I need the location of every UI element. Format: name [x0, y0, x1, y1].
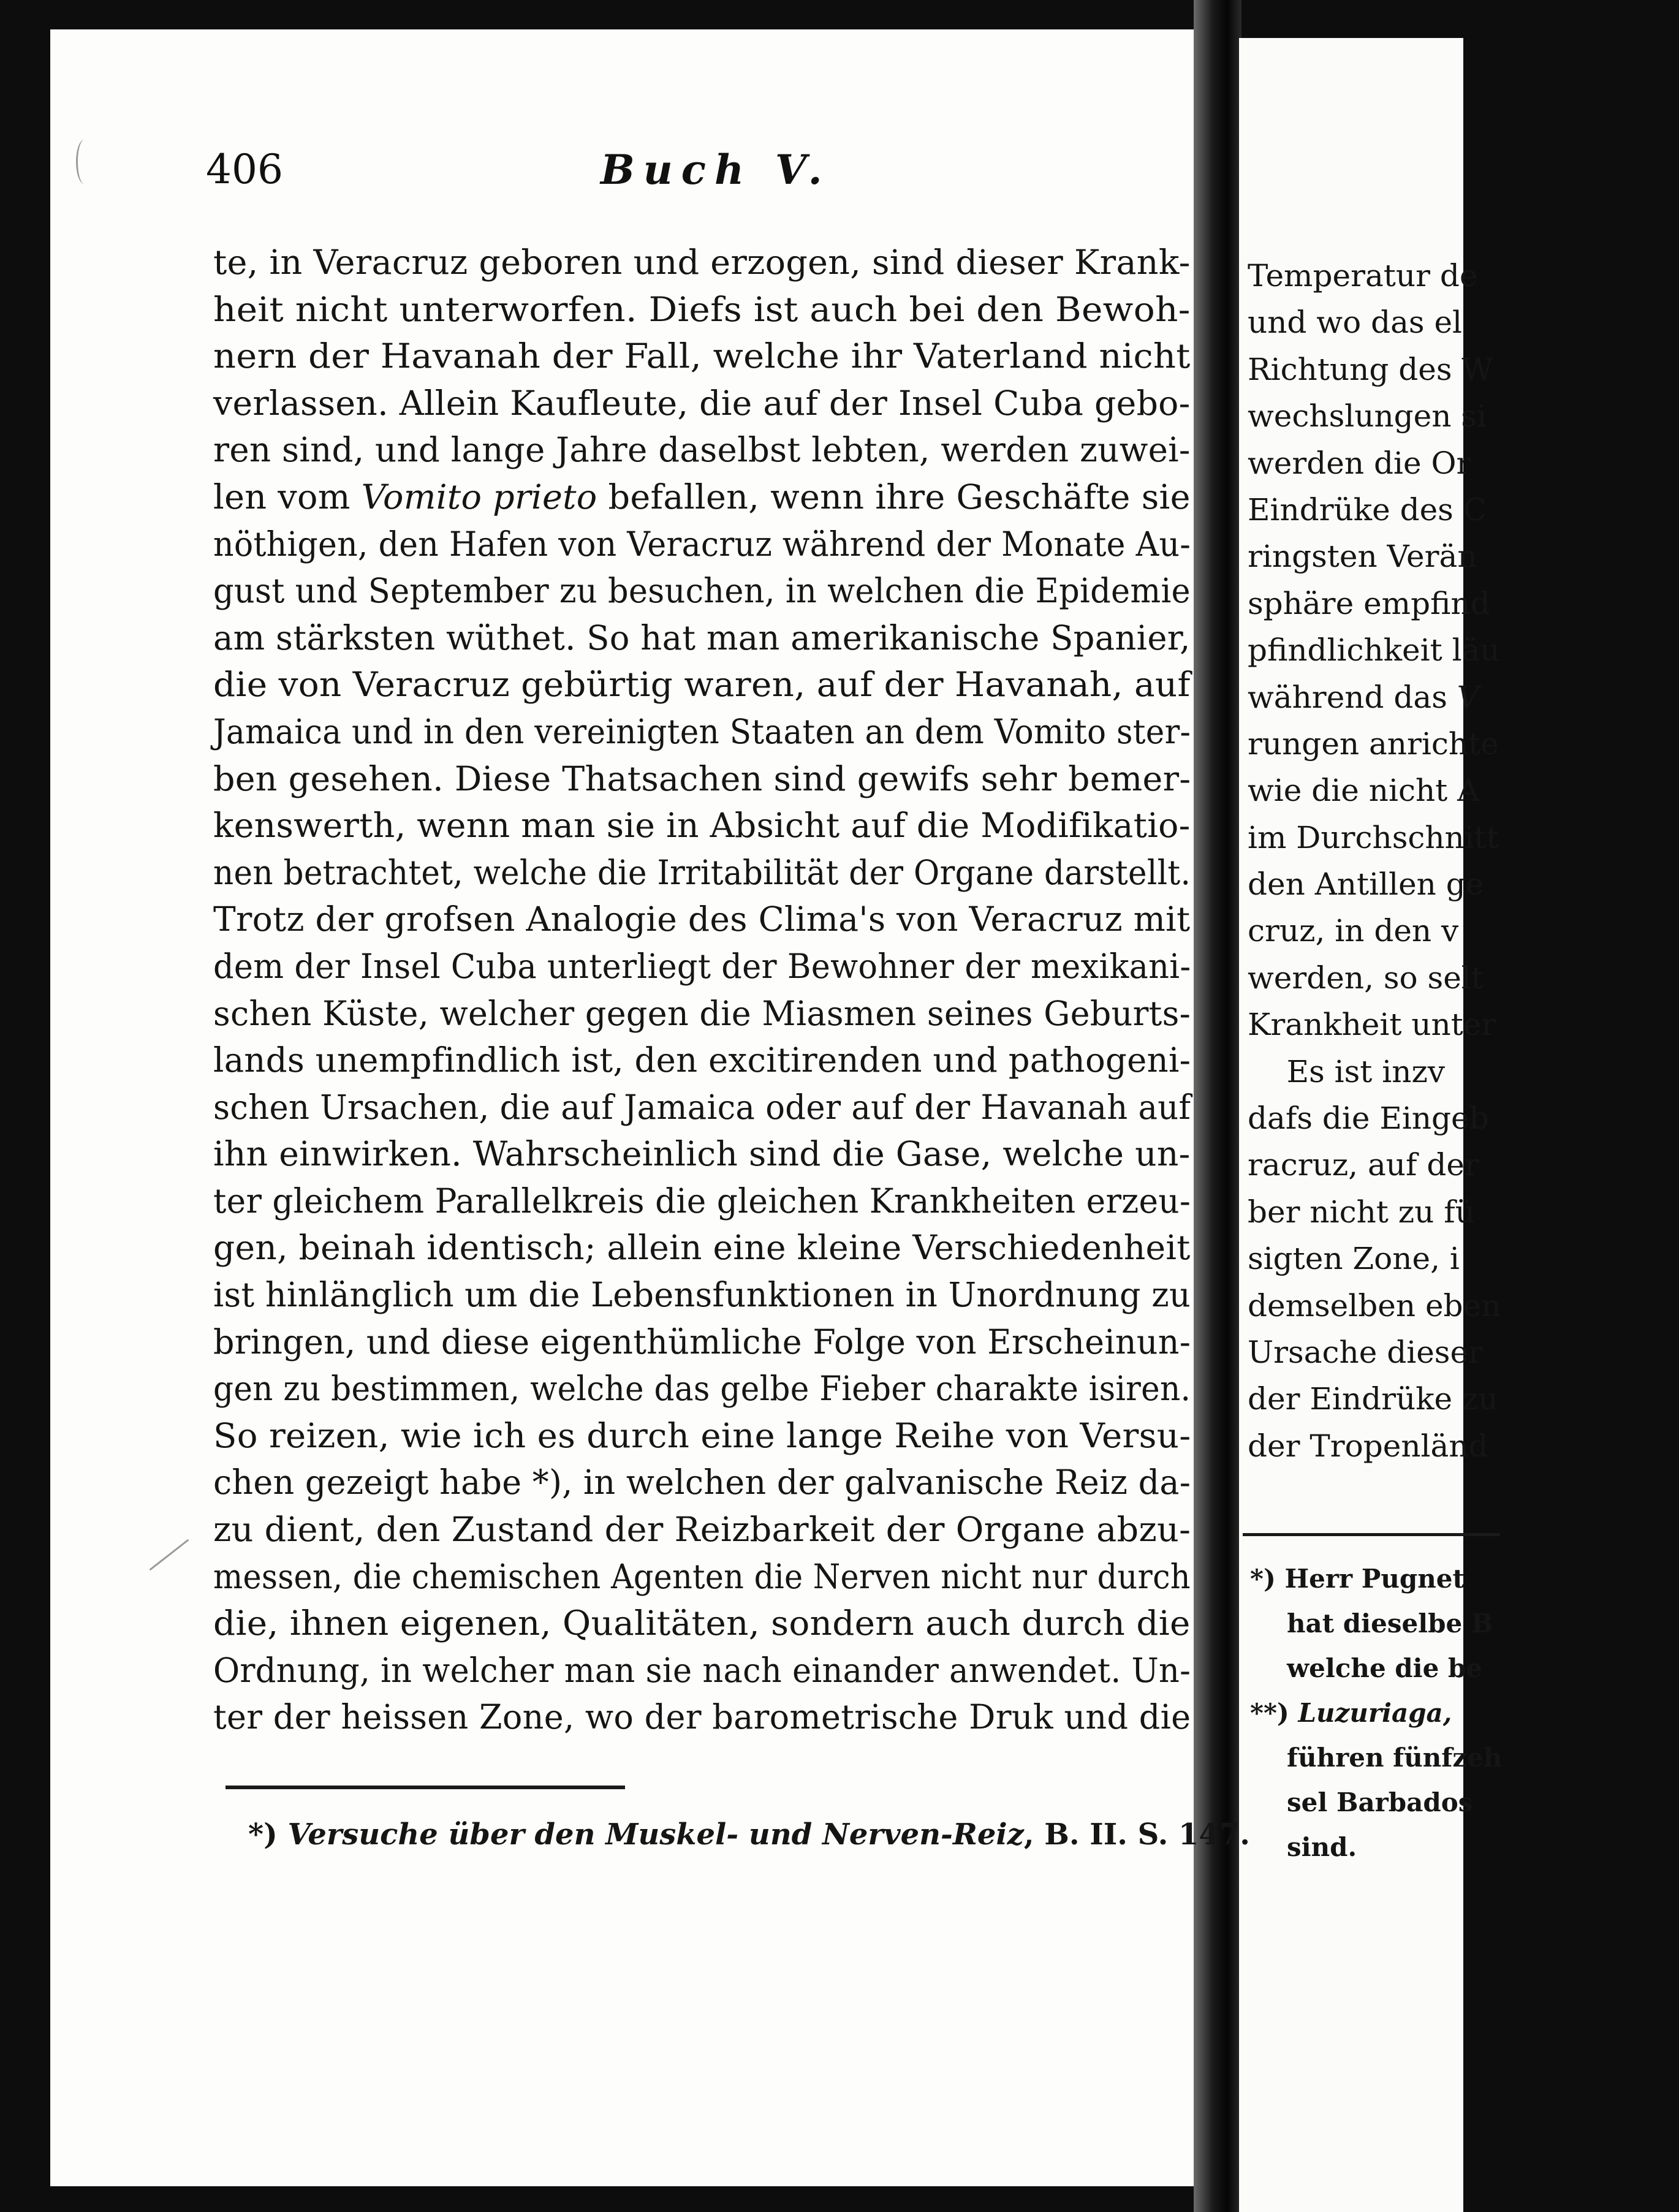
right-footnote-text: welche die be	[1287, 1653, 1483, 1683]
text-line: schen Küste, welcher gegen die Miasmen seines Geburts-	[213, 993, 1191, 1033]
right-text-line: sigten Zone, i	[1248, 1241, 1460, 1277]
right-footnote-text: sel Barbados	[1287, 1787, 1473, 1817]
right-text-line: Es ist inzv	[1248, 1053, 1446, 1089]
right-text-line: rungen anrichte	[1248, 725, 1499, 762]
text-line: lands unempfindlich ist, den excitirenden und pathogeni-	[213, 1040, 1191, 1080]
text-line: Jamaica und in den vereinigten Staaten an dem Vomito ster-	[213, 711, 1191, 751]
text-line: ter gleichem Parallelkreis die gleichen Krankheiten erzeu-	[213, 1181, 1191, 1221]
text-line: ren sind, und lange Jahre daselbst lebten, werden zuwei-	[213, 430, 1191, 470]
text-line: ben gesehen. Diese Thatsachen sind gewifs sehr bemer-	[213, 759, 1191, 798]
right-text-line: wechslungen si	[1248, 398, 1487, 434]
text-line: nern der Havanah der Fall, welche ihr Vaterland nicht	[213, 336, 1191, 376]
text-line: messen, die chemischen Agenten die Nerven nicht nur durch	[213, 1556, 1191, 1596]
right-text-line: pfindlichkeit läu	[1248, 632, 1500, 669]
right-page-footnotes	[1250, 1556, 1679, 1869]
text-line: nen betrachtet, welche die Irritabilität der Organe darstellt.	[213, 852, 1191, 892]
page-number: 406	[206, 146, 283, 193]
text-line: dem der Insel Cuba unterliegt der Bewohner der mexikani-	[213, 946, 1191, 986]
text-line: die, ihnen eigenen, Qualitäten, sondern auch durch die	[213, 1604, 1191, 1643]
text-line: ihn einwirken. Wahrscheinlich sind die Gase, welche un-	[213, 1134, 1191, 1174]
right-footnote-marker: *)	[1250, 1564, 1276, 1594]
right-text-line: dafs die Eingeb	[1248, 1100, 1489, 1137]
text-line: verlassen. Allein Kaufleute, die auf der Insel Cuba gebo-	[213, 383, 1191, 423]
footnote-marker: *)	[248, 1817, 278, 1852]
text-line: len vom Vomito prieto befallen, wenn ihre Geschäfte sie	[213, 477, 1191, 517]
right-text-line: demselben eben	[1248, 1287, 1501, 1324]
right-text-line: werden, so selt	[1248, 960, 1484, 996]
right-text-line: und wo das el	[1248, 305, 1463, 341]
right-text-line: cruz, in den v	[1248, 913, 1459, 949]
footnote-title: Versuche über den Muskel- und Nerven-Reiz	[287, 1817, 1024, 1852]
right-text-line: ringsten Verän	[1248, 539, 1477, 575]
right-text-line: ber nicht zu fü	[1248, 1194, 1475, 1230]
right-text-line: im Durchschnitt	[1248, 819, 1499, 855]
margin-pencil-mark	[76, 140, 93, 184]
text-line: am stärksten wüthet. So hat man amerikanische Spanier,	[213, 618, 1191, 657]
right-footnote-text: Luzuriaga,	[1298, 1698, 1452, 1728]
text-line: bringen, und diese eigenthümliche Folge von Erscheinun-	[213, 1322, 1191, 1362]
right-text-line: den Antillen ge	[1248, 866, 1484, 903]
right-text-line: der Tropenländ	[1248, 1428, 1488, 1464]
right-footnote-line	[1250, 1825, 1679, 1869]
running-title: Buch V.	[601, 146, 831, 194]
right-footnote-marker: **)	[1250, 1698, 1289, 1728]
right-footnote-text: Herr Pugnet	[1284, 1564, 1465, 1594]
text-line: te, in Veracruz geboren und erzogen, sind dieser Krank-	[213, 243, 1191, 282]
text-line: schen Ursachen, die auf Jamaica oder auf der Havanah auf	[213, 1087, 1191, 1127]
footnote-reference: , B. II. S. 147.	[1023, 1817, 1250, 1852]
right-footnote-text: sind.	[1287, 1832, 1357, 1862]
right-footnote-line	[1250, 1646, 1679, 1691]
text-line: zu dient, den Zustand der Reizbarkeit der Organe abzu-	[213, 1510, 1191, 1550]
right-text-line: Temperatur de	[1248, 258, 1478, 294]
right-text-line: sphäre empfind	[1248, 585, 1490, 621]
text-line: gust und September zu besuchen, in welchen die Epidemie	[213, 571, 1191, 611]
right-text-line: racruz, auf der	[1248, 1147, 1479, 1183]
right-footnote-text: führen fünfzeh	[1287, 1743, 1503, 1773]
right-page-body	[1248, 252, 1677, 1469]
right-footnote-line	[1250, 1601, 1679, 1646]
italic-term: Vomito prieto	[361, 477, 597, 517]
right-text-line: Krankheit unter	[1248, 1007, 1496, 1043]
text-line: Ordnung, in welcher man sie nach einander anwendet. Un-	[213, 1650, 1191, 1690]
right-footnote-line	[1250, 1780, 1679, 1825]
text-line: die von Veracruz gebürtig waren, auf der Havanah, auf	[213, 665, 1191, 705]
text-line: kenswerth, wenn man sie in Absicht auf die Modifikatio-	[213, 806, 1191, 846]
text-line: ter der heissen Zone, wo der barometrische Druk und die	[213, 1697, 1191, 1737]
text-line: ist hinlänglich um die Lebensfunktionen in Unordnung zu	[213, 1275, 1191, 1315]
text-line: Trotz der grofsen Analogie des Clima's von Veracruz mit	[213, 900, 1191, 939]
right-footnote-line	[1250, 1735, 1679, 1780]
footnote-rule	[226, 1786, 625, 1789]
right-text-line: während das V	[1248, 679, 1479, 715]
right-text-line: werden die Or	[1248, 445, 1471, 481]
right-footnote-line	[1250, 1556, 1679, 1601]
right-text-line: Ursache dieser	[1248, 1334, 1483, 1370]
right-footnote-rule	[1243, 1533, 1500, 1536]
right-footnote-line	[1250, 1691, 1679, 1735]
footnote	[248, 1817, 1250, 1852]
text-line: chen gezeigt habe *), in welchen der galvanische Reiz da-	[213, 1463, 1191, 1502]
text-line: gen zu bestimmen, welche das gelbe Fieber charakte isiren.	[213, 1369, 1191, 1409]
text-line: nöthigen, den Hafen von Veracruz während der Monate Au-	[213, 524, 1191, 564]
right-text-line: Eindrüke des C	[1248, 491, 1487, 528]
text-line: heit nicht unterworfen. Diefs ist auch bei den Bewoh-	[213, 289, 1191, 329]
text-line: gen, beinah identisch; allein eine kleine Verschiedenheit	[213, 1228, 1191, 1268]
left-page-body	[213, 239, 1194, 1741]
right-text-line: der Eindrüke zu	[1248, 1381, 1498, 1417]
right-text-line: Richtung des W	[1248, 351, 1493, 387]
right-footnote-text: hat dieselbe B	[1287, 1608, 1493, 1638]
right-text-line: wie die nicht A	[1248, 773, 1480, 809]
right-page	[1239, 38, 1503, 2212]
text-line: So reizen, wie ich es durch eine lange Reihe von Versu-	[213, 1415, 1191, 1455]
italic-term: V	[1457, 679, 1479, 715]
